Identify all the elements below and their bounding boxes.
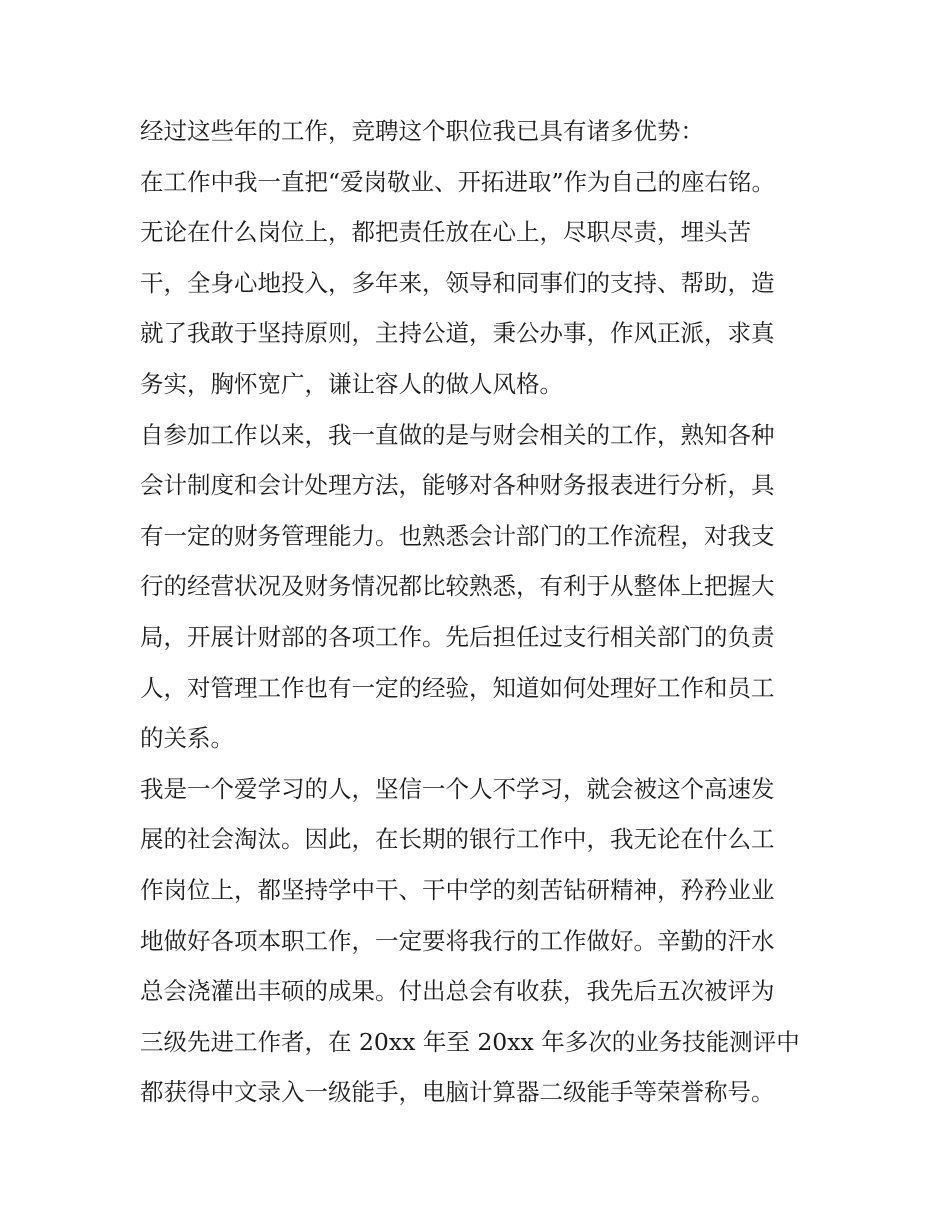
text-line: 就了我敢于坚持原则，主持公道，秉公办事，作风正派，求真 (140, 319, 775, 348)
text-line: 人，对管理工作也有一定的经验，知道如何处理好工作和员工 (140, 673, 775, 702)
document-body (140, 106, 812, 1118)
text-line: 局，开展计财部的各项工作。先后担任过支行相关部门的负责 (140, 622, 775, 651)
text-line: 作岗位上，都坚持学中干、干中学的刻苦钻研精神，矜矜业业 (140, 875, 775, 904)
text-line: 都获得中文录入一级能手，电脑计算器二级能手等荣誉称号。 (140, 1078, 775, 1107)
text-line: 有一定的财务管理能力。也熟悉会计部门的工作流程，对我支 (140, 521, 775, 550)
text-line: 总会浇灌出丰硕的成果。付出总会有收获，我先后五次被评为 (140, 977, 775, 1006)
text-line: 经过这些年的工作，竞聘这个职位我已具有诸多优势： (140, 117, 704, 145)
text-line: 务实，胸怀宽广，谦让容人的做人风格。 (140, 369, 563, 398)
text-line: 干，全身心地投入，多年来，领导和同事们的支持、帮助，造 (140, 268, 775, 297)
text-line: 三级先进工作者，在 20xx 年至 20xx 年多次的业务技能测评中 (140, 1027, 800, 1056)
text-line: 行的经营状况及财务情况都比较熟悉，有利于从整体上把握大 (140, 572, 775, 601)
text-line: 无论在什么岗位上，都把责任放在心上，尽职尽责，埋头苦 (140, 218, 751, 247)
text-line: 展的社会淘汰。因此，在长期的银行工作中，我无论在什么工 (140, 825, 775, 854)
text-line: 地做好各项本职工作，一定要将我行的工作做好。辛勤的汗水 (140, 926, 775, 955)
text-line: 的关系。 (140, 724, 234, 753)
text-line: 在工作中我一直把“爱岗敬业、开拓进取”作为自己的座右铭。 (140, 167, 776, 196)
text-line: 自参加工作以来，我一直做的是与财会相关的工作，熟知各种 (140, 420, 775, 449)
text-line: 我是一个爱学习的人，坚信一个人不学习，就会被这个高速发 (140, 774, 775, 803)
text-line: 会计制度和会计处理方法，能够对各种财务报表进行分析，具 (140, 471, 775, 500)
